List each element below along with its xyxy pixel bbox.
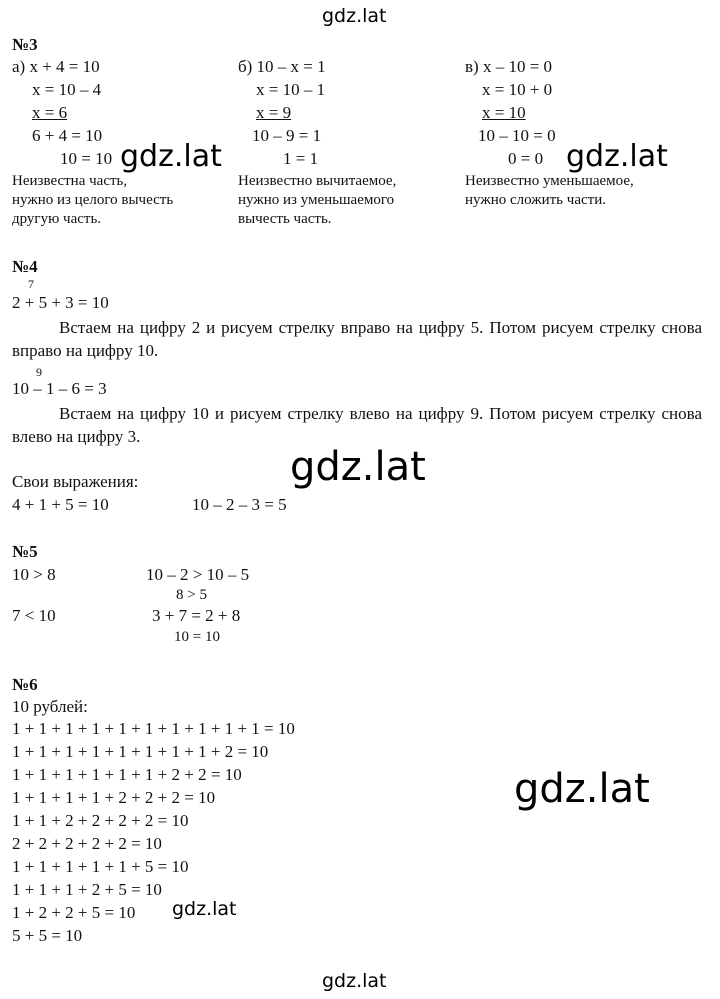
note-line: нужно из целого вычесть bbox=[12, 192, 174, 208]
list-item: 1 + 1 + 1 + 2 + 5 = 10 bbox=[12, 880, 162, 899]
superscript-hint: 7 bbox=[28, 277, 34, 291]
note-line: Неизвестна часть, bbox=[12, 173, 128, 189]
watermark-overlay: gdz.lat bbox=[290, 444, 426, 490]
expression: 10 – 1 – 6 = 3 bbox=[12, 379, 107, 398]
list-item: 5 + 5 = 10 bbox=[12, 926, 83, 945]
eq-line: в) x – 10 = 0 bbox=[465, 57, 553, 76]
eq-check-result: 10 = 10 bbox=[60, 149, 113, 168]
eq-line: x = 10 – 1 bbox=[256, 80, 326, 99]
list-item: 1 + 1 + 1 + 1 + 2 + 2 + 2 = 10 bbox=[12, 788, 216, 807]
eq-line: x = 10 – 4 bbox=[32, 80, 102, 99]
eq-check-result: 0 = 0 bbox=[508, 149, 544, 168]
note-line: другую часть. bbox=[12, 211, 102, 227]
watermark-overlay: gdz.lat bbox=[514, 766, 650, 812]
list-item: 1 + 2 + 2 + 5 = 10 bbox=[12, 903, 136, 922]
comparison-result: 8 > 5 bbox=[176, 587, 207, 603]
list-item: 2 + 2 + 2 + 2 + 2 = 10 bbox=[12, 834, 162, 853]
task6-heading: №6 bbox=[12, 675, 38, 694]
expression: 4 + 1 + 5 = 10 bbox=[12, 495, 109, 514]
watermark-top: gdz.lat bbox=[322, 5, 387, 27]
eq-line: б) 10 – x = 1 bbox=[238, 57, 326, 76]
watermark-overlay: gdz.lat bbox=[566, 139, 668, 174]
eq-answer: x = 10 bbox=[482, 103, 526, 122]
note-line: нужно из уменьшаемого bbox=[238, 192, 395, 208]
note-line: нужно сложить части. bbox=[465, 192, 606, 208]
eq-check-result: 1 = 1 bbox=[283, 149, 319, 168]
list-item: 1 + 1 + 1 + 1 + 1 + 1 + 1 + 1 + 1 + 1 = 10 bbox=[12, 719, 295, 738]
task4-heading: №4 bbox=[12, 257, 38, 276]
eq-check: 10 – 10 = 0 bbox=[478, 126, 556, 145]
comparison-result: 10 = 10 bbox=[174, 629, 220, 645]
eq-answer: x = 9 bbox=[256, 103, 292, 122]
watermark-overlay: gdz.lat bbox=[172, 898, 237, 920]
note-line: Неизвестно вычитаемое, bbox=[238, 173, 397, 189]
comparison: 3 + 7 = 2 + 8 bbox=[152, 606, 241, 625]
eq-answer: x = 6 bbox=[32, 103, 68, 122]
expression: 10 – 2 – 3 = 5 bbox=[192, 495, 287, 514]
task5-heading: №5 bbox=[12, 542, 38, 561]
list-item: 1 + 1 + 2 + 2 + 2 + 2 = 10 bbox=[12, 811, 189, 830]
eq-check: 6 + 4 = 10 bbox=[32, 126, 103, 145]
own-expressions-label: Свои выражения: bbox=[12, 472, 139, 491]
watermark-bottom: gdz.lat bbox=[322, 970, 387, 992]
superscript-hint: 9 bbox=[36, 365, 42, 379]
task3-heading: №3 bbox=[12, 35, 38, 54]
list-item: 1 + 1 + 1 + 1 + 1 + 5 = 10 bbox=[12, 857, 189, 876]
explanation-paragraph: Встаем на цифру 2 и рисуем стрелку вправо на цифру 5. Потом рисуем стрелку снова вправо на цифру 10. bbox=[12, 318, 702, 360]
eq-check: 10 – 9 = 1 bbox=[252, 126, 322, 145]
explanation-paragraph: Встаем на цифру 10 и рисуем стрелку влево на цифру 9. Потом рисуем стрелку снова влево на цифру 3. bbox=[12, 404, 702, 446]
comparison: 7 < 10 bbox=[12, 606, 56, 625]
note-line: вычесть часть. bbox=[238, 211, 332, 227]
note-line: Неизвестно уменьшаемое, bbox=[465, 173, 634, 189]
eq-line: а) x + 4 = 10 bbox=[12, 57, 100, 76]
comparison: 10 – 2 > 10 – 5 bbox=[146, 565, 250, 584]
expression: 2 + 5 + 3 = 10 bbox=[12, 293, 109, 312]
watermark-overlay: gdz.lat bbox=[120, 139, 222, 174]
amount-label: 10 рублей: bbox=[12, 697, 88, 716]
list-item: 1 + 1 + 1 + 1 + 1 + 1 + 2 + 2 = 10 bbox=[12, 765, 242, 784]
eq-line: x = 10 + 0 bbox=[482, 80, 553, 99]
list-item: 1 + 1 + 1 + 1 + 1 + 1 + 1 + 1 + 2 = 10 bbox=[12, 742, 269, 761]
comparison: 10 > 8 bbox=[12, 565, 56, 584]
